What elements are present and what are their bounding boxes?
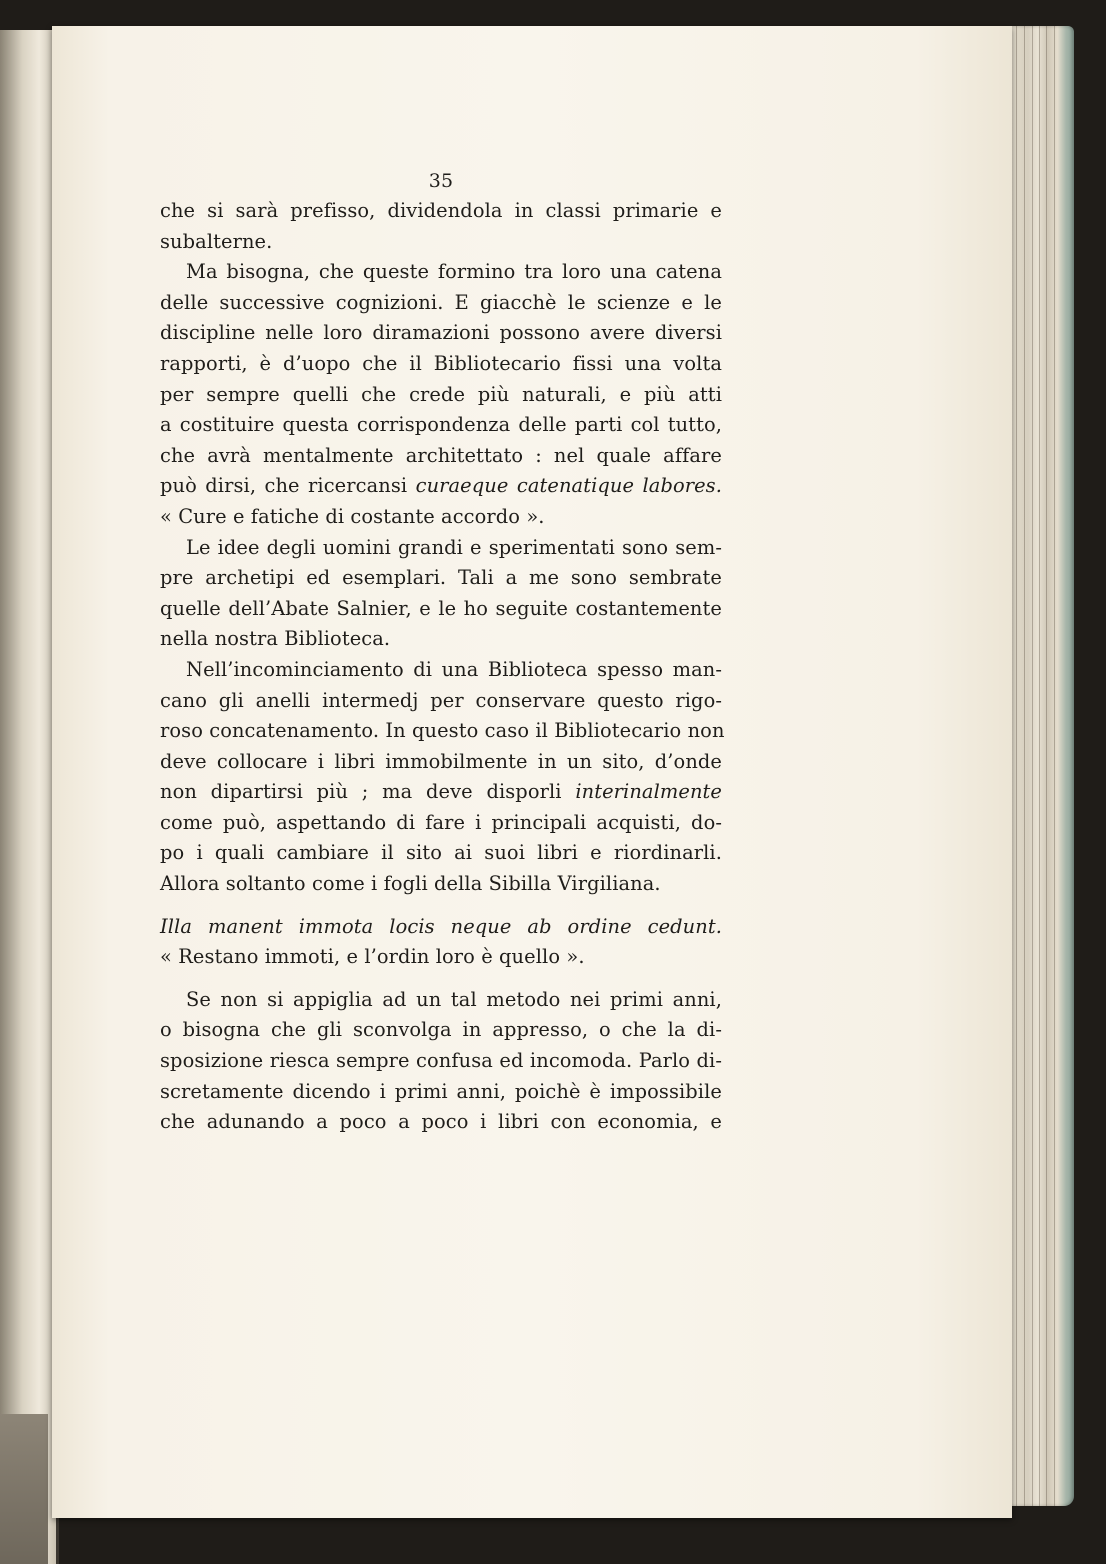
quote-translation: « Restano immoti, e l’ordin loro è quello ». — [160, 945, 585, 969]
text-line: scretamente dicendo i primi anni, poichè è impossibile — [160, 1079, 722, 1103]
italic-phrase: Illa manent immota locis neque ab ordine cedunt. — [160, 914, 722, 938]
text-span: non dipartirsi più ; ma deve disporli — [160, 780, 562, 804]
text-span: può dirsi, che ricercansi — [160, 474, 408, 498]
text-line: Ma bisogna, che queste formino tra loro una catena — [186, 260, 722, 284]
text-line: pre archetipi ed esemplari. Tali a me sono sembrate — [160, 566, 722, 590]
text-line: roso concatenamento. In questo caso il Bibliotecario non — [160, 719, 725, 743]
text-line: rapporti, è d’uopo che il Bibliotecario fissi una volta — [160, 351, 722, 375]
text-line: « Cure e fatiche di costante accordo ». — [160, 504, 545, 528]
text-line: che adunando a poco a poco i libri con economia, e — [160, 1110, 722, 1134]
page-text — [160, 166, 725, 1138]
quote-latin — [160, 912, 722, 943]
text-line — [160, 471, 722, 502]
text-line: subalterne. — [160, 229, 273, 253]
text-line: sposizione riesca sempre confusa ed incomoda. Parlo di- — [160, 1049, 722, 1073]
text-line: o bisogna che gli sconvolga in appresso, o che la di- — [160, 1018, 722, 1042]
book-cover-edge — [0, 1414, 48, 1564]
text-line: quelle dell’Abate Salnier, e le ho seguite costantemente — [160, 596, 722, 620]
text-line: po i quali cambiare il sito ai suoi libri e riordinarli. — [160, 841, 722, 865]
text-line: delle successive cognizioni. E giacchè le scienze e le — [160, 290, 722, 314]
text-line: Se non si appiglia ad un tal metodo nei primi anni, — [186, 987, 722, 1011]
text-line: come può, aspettando di fare i principali acquisti, do- — [160, 810, 722, 834]
italic-phrase: curaeque catenatique labores. — [415, 474, 722, 498]
text-line: che avrà mentalmente architettato : nel quale affare — [160, 443, 722, 467]
facing-page-edge — [0, 30, 59, 1564]
italic-phrase: interinalmente — [575, 780, 723, 804]
text-line: deve collocare i libri immobilmente in un sito, d’onde — [160, 749, 722, 773]
text-line: discipline nelle loro diramazioni possono avere diversi — [160, 321, 722, 345]
text-line — [160, 777, 722, 808]
text-line: nella nostra Biblioteca. — [160, 627, 391, 651]
text-line: che si sarà prefisso, dividendola in classi primarie e — [160, 199, 722, 222]
text-line: per sempre quelli che crede più naturali, e più atti — [160, 382, 722, 406]
text-line: Nell’incominciamento di una Biblioteca spesso man- — [186, 657, 722, 681]
page-number: 35 — [428, 170, 454, 192]
text-line: Allora soltanto come i fogli della Sibilla Virgiliana. — [160, 872, 661, 896]
book-page — [52, 26, 1012, 1518]
page-stack-edges — [1008, 26, 1074, 1506]
text-line: a costituire questa corrispondenza delle parti col tutto, — [160, 413, 722, 437]
text-line: Le idee degli uomini grandi e sperimentati sono sem- — [186, 535, 722, 559]
text-line: cano gli anelli intermedj per conservare questo rigo- — [160, 688, 722, 712]
